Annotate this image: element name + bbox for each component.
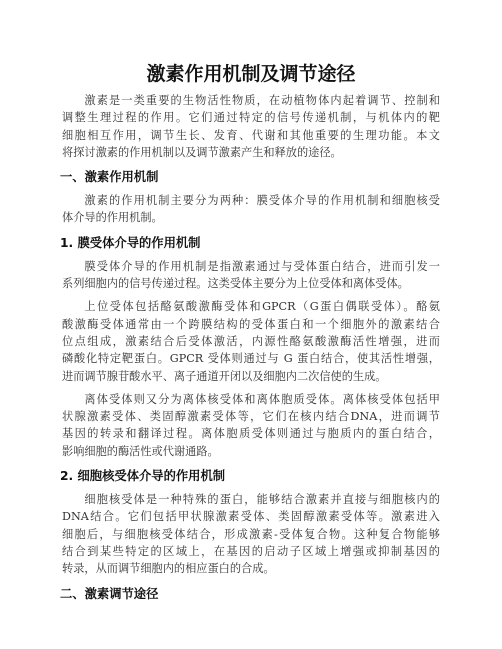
section-heading-regulation: 二、激素调节途径 xyxy=(60,586,159,601)
subsection-heading-nuclear-receptor: 2. 细胞核受体介导的作用机制 xyxy=(60,469,226,484)
text-line: 酸激酶受体通常由一个跨膜结构的受体蛋白和一个细胞外的激素结合 xyxy=(62,317,440,331)
text-line: 转录，从而调节细胞内的相应蛋白的合成。 xyxy=(62,562,275,576)
text-line: 体介导的作用机制。 xyxy=(62,211,163,225)
text-line: 影响细胞的酶活性或代谢通路。 xyxy=(62,444,219,458)
text-line: 上位受体包括酪氨酸激酶受体和GPCR（G蛋白偶联受体）。酪氨 xyxy=(84,300,440,314)
text-line: 激素是一类重要的生物活性物质，在动植物体内起着调节、控制和 xyxy=(84,94,440,107)
text-line: 激素的作用机制主要分为两种：膜受体介导的作用机制和细胞核受 xyxy=(84,194,440,208)
membrane-receptor-paragraph-1 xyxy=(62,258,440,293)
text-line: 系列细胞内的信号传递过程。这类受体主要分为上位受体和离体受体。 xyxy=(62,277,409,291)
text-line: 调整生理过程的作用。它们通过特定的信号传递机制，与机体内的靶 xyxy=(62,111,440,125)
text-line: 膜受体介导的作用机制是指激素通过与受体蛋白结合，进而引发一 xyxy=(84,259,440,273)
membrane-receptor-paragraph-2 xyxy=(62,298,440,384)
text-line: DNA结合。它们包括甲状腺激素受体、类固醇激素受体等。激素进入 xyxy=(62,510,440,524)
subsection-heading-membrane-receptor: 1. 膜受体介导的作用机制 xyxy=(60,235,201,250)
text-line: 细胞相互作用，调节生长、发育、代谢和其他重要的生理功能。本文 xyxy=(62,128,440,142)
document-title: 激素作用机制及调节途径 xyxy=(146,63,356,85)
text-line: 细胞后，与细胞核受体结合，形成激素-受体复合物。这种复合物能够 xyxy=(62,527,440,541)
text-line: 磷酸化特定靶蛋白。GPCR 受体则通过与 G 蛋白结合，使其活性增强， xyxy=(62,352,440,366)
text-line: 细胞核受体是一种特殊的蛋白，能够结合激素并直接与细胞核内的 xyxy=(84,493,440,507)
membrane-receptor-paragraph-3 xyxy=(62,391,440,460)
text-line: 基因的转录和翻译过程。离体胞质受体则通过与胞质内的蛋白结合， xyxy=(62,427,440,441)
text-line: 将探讨激素的作用机制以及调节激素产生和释放的途径。 xyxy=(62,145,342,159)
text-line: 进而调节腺苷酸水平、离子通道开闭以及细胞内二次信使的生成。 xyxy=(62,369,387,383)
mechanism-paragraph xyxy=(62,192,440,227)
text-line: 离体受体则又分为离体核受体和离体胞质受体。离体核受体包括甲 xyxy=(84,392,440,406)
text-line: 状腺激素受体、类固醇激素受体等，它们在核内结合DNA，进而调节 xyxy=(62,410,440,424)
section-heading-mechanism: 一、激素作用机制 xyxy=(60,170,159,185)
nuclear-receptor-paragraph xyxy=(62,491,440,577)
document-body xyxy=(62,92,440,609)
text-line: 位点组成，激素结合后受体激活，内源性酪氨酸激酶活性增强，进而 xyxy=(62,334,440,348)
text-line: 结合到某些特定的区域上，在基因的启动子区域上增强或抑制基因的 xyxy=(62,544,440,558)
intro-paragraph xyxy=(62,92,440,161)
